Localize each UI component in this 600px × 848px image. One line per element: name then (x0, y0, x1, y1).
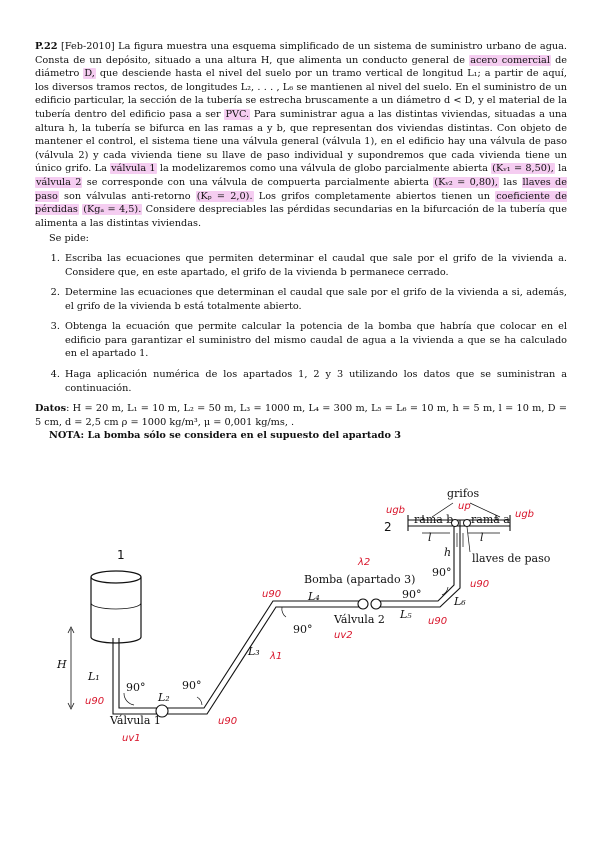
hand-ugb-right: ugb (515, 509, 535, 520)
hand-ugb-left: ugb (386, 505, 406, 516)
problem-id: P.22 (35, 41, 58, 52)
label-bomba: Bomba (apartado 3) (304, 573, 416, 586)
text-segment: Considere despreciables las pérdidas secundarias en la bifurcación de la tubería que alimenta a las distintas viviendas. (35, 204, 567, 229)
question-list (35, 252, 567, 395)
label-L2: L₂ (158, 691, 170, 704)
llave-a (464, 520, 471, 527)
label-l-a: l (480, 531, 484, 544)
label-angle-1: 90° (126, 681, 146, 694)
label-angle-5: 90° (432, 566, 452, 579)
hand-uv1: uv1 (122, 733, 141, 744)
label-L1: L₁ (88, 670, 100, 683)
problem-statement (35, 40, 567, 453)
label-L3: L₃ (248, 645, 260, 658)
label-L4: L₄ (308, 590, 320, 603)
label-valvula2: Válvula 2 (334, 613, 385, 626)
highlight-kv1: (Kᵥ₁ = 8,50), (492, 163, 554, 175)
hand-u90-c: u90 (428, 616, 448, 627)
tank (91, 571, 141, 643)
highlight-coeficiente: coeficiente de pérdidas (35, 190, 567, 216)
question-item: 4. Haga aplicación numérica de los apartados 1, 2 y 3 utilizando los datos que se suministran a continuación. (63, 368, 567, 395)
label-l-b: l (428, 531, 432, 544)
label-angle-4: 90° (402, 588, 422, 601)
hand-lambda1: λ1 (270, 651, 283, 662)
pump-valves (358, 599, 381, 609)
datos (35, 402, 567, 429)
label-valvula1: Válvula 1 (110, 714, 161, 727)
label-H: H (57, 658, 67, 671)
question-item: 2. Determine las ecuaciones que determinan el caudal que sale por el grifo de la vivienda a si, además, el grifo de la vivienda b está totalmente abierto. (63, 286, 567, 313)
text-segment: la modelizaremos como una válvula de globo parcialmente abierta (159, 163, 488, 175)
nota-label: NOTA: (49, 430, 85, 442)
text-segment: que desciende hasta el nivel del suelo por un tramo vertical de longitud L₁; a partir de aquí, los diversos tramos rectos, de longitudes L₂, . . . , L₆ se mantienen al nivel del suelo. En el suministro de un edificio particular, la sección de la tubería se estrecha bruscamente a un diámetro d < D, y el material de la tubería dentro del edificio pasa a ser (35, 68, 567, 120)
label-rama-a: rama a (471, 513, 510, 526)
hand-lambda2: λ2 (358, 557, 371, 568)
highlight-diametro: D, (84, 68, 95, 80)
label-h: h (444, 546, 452, 559)
label-grifos: grifos (447, 487, 480, 500)
se-pide: Se pide: (49, 233, 89, 245)
label-L5: L₅ (400, 608, 412, 621)
question-item: 1. Escriba las ecuaciones que permiten determinar el caudal que sale por el grifo de la vivienda a. Considere que, en este apartado, el grifo de la vivienda b permanece cerrado. (63, 252, 567, 279)
text-segment: Los grifos completamente abiertos tienen un (258, 190, 490, 202)
hand-uv2: uv2 (334, 630, 353, 641)
llaves-pointer (467, 527, 470, 552)
label-angle-2: 90° (182, 679, 202, 692)
hand-u90-a: u90 (262, 589, 282, 600)
text-segment: la (558, 163, 567, 175)
text-segment: son válvulas anti-retorno (64, 190, 191, 202)
text-segment: Para suministrar agua a las distintas viviendas, situadas a una altura h, la tubería se bifurca en las ramas a y b, que representan dos viviendas distintas. Con objeto de mantener el control, el sistema tiene una válvula general (válvula 1), en el edificio hay una válvula de paso (válvula 2) y cada vivienda tiene su llave de paso individual y supondremos que cada vivienda tiene un único grifo. La (35, 108, 567, 175)
hand-u90-b: u90 (470, 579, 490, 590)
highlight-pvc: PVC. (225, 108, 250, 120)
label-llaves: llaves de paso (472, 552, 551, 565)
nota (49, 429, 567, 443)
problem-paragraph (35, 40, 567, 230)
highlight-acero: acero comercial (470, 54, 550, 66)
highlight-valvula1: válvula 1 (111, 163, 156, 175)
datos-text: : H = 20 m, L₁ = 10 m, L₂ = 50 m, L₃ = 1000 m, L₄ = 300 m, L₅ = L₆ = 10 m, h = 5 m, l = 10 m, D = 5 cm, d = 2,5 cm ρ = 1000 kg/m³, μ = 0,001 kg/ms, . (35, 403, 567, 428)
label-angle-3: 90° (293, 623, 313, 636)
text-segment: las (503, 176, 518, 188)
hand-up: up (458, 501, 471, 512)
nota-text: La bomba sólo se considera en el supuesto del apartado 3 (87, 430, 402, 442)
highlight-kp: (Kₚ = 2,0). (196, 190, 253, 202)
hand-annotation-2: 2 (384, 520, 392, 534)
text-segment: de diámetro (35, 54, 567, 80)
hand-u90-e: u90 (218, 716, 238, 727)
h-dimension (68, 627, 74, 709)
text-segment: La figura muestra una esquema simplificado de un sistema de suministro urbano de agua. Consta de un depósito, situado a una altura H, que alimenta un conducto general de (35, 41, 567, 66)
problem-date: [Feb-2010] (61, 41, 115, 52)
question-item: 3. Obtenga la ecuación que permite calcular la potencia de la bomba que habría que colocar en el edificio para garantizar el suministro del mismo caudal de agua a la vivienda a que se ha calculado en el apartado 1. (63, 320, 567, 361)
pipe-system-figure (30, 477, 575, 747)
text-segment: se corresponde con una válvula de compuerta parcialmente abierta (86, 176, 429, 188)
highlight-kv2: (Kᵥ₂ = 0,80), (434, 176, 499, 188)
hand-annotation-1: 1 (117, 548, 125, 562)
pipe-system-diagram (30, 477, 575, 747)
label-L6: L₆ (454, 595, 466, 608)
highlight-valvula2: válvula 2 (36, 176, 82, 188)
highlight-llaves: llaves de paso (35, 176, 567, 202)
hand-u90-d: u90 (85, 696, 105, 707)
label-rama-b: rama b (414, 513, 454, 526)
datos-label: Datos (35, 403, 67, 415)
highlight-kga: (Kgₐ = 4,5). (83, 204, 142, 216)
angle-arcs (124, 587, 448, 705)
